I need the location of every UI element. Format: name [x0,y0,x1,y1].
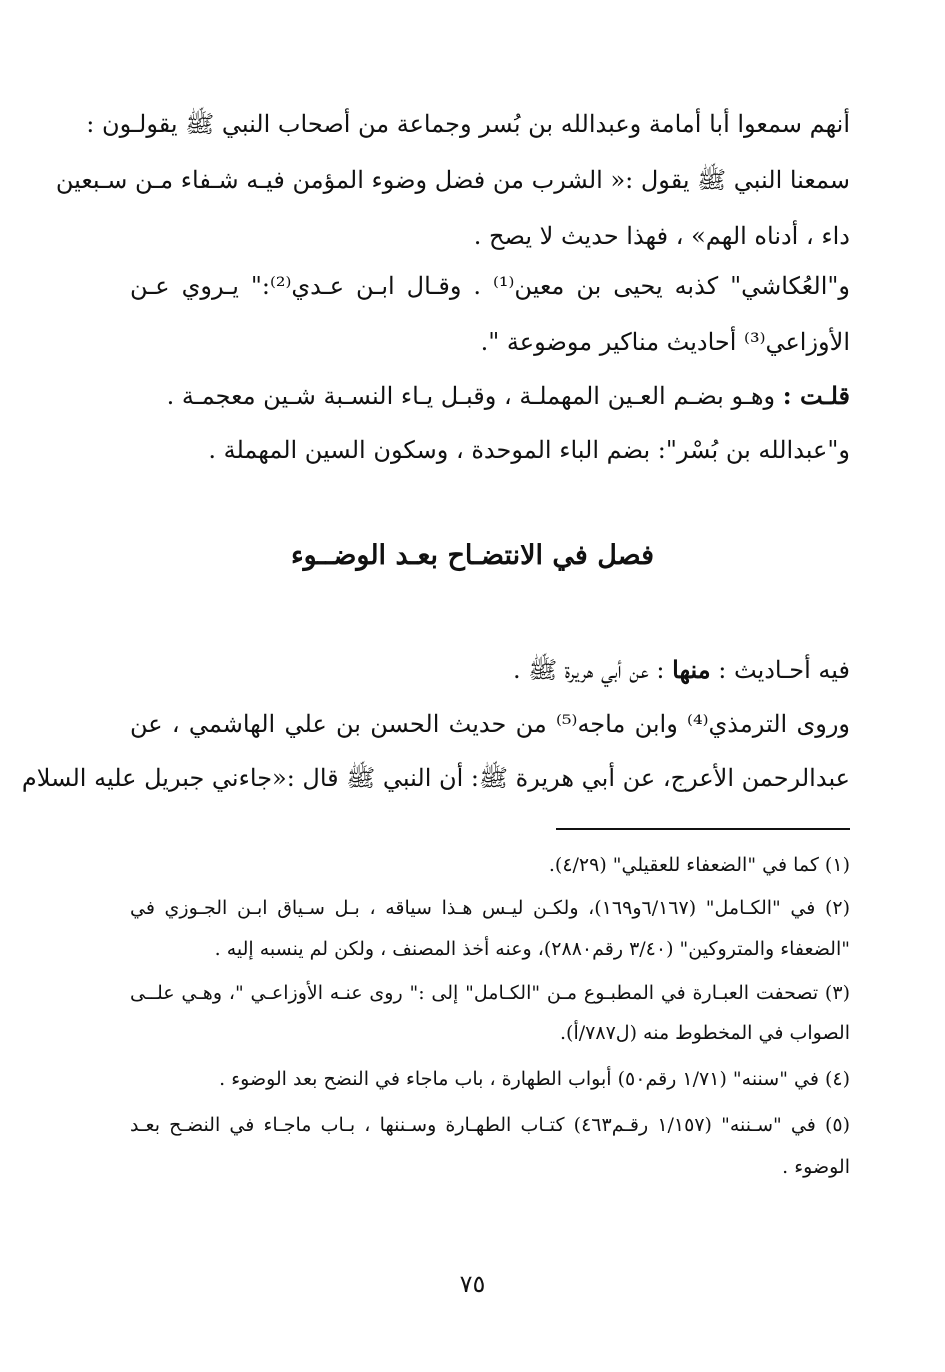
body-line-5: الأوزاعي⁽³⁾ أحاديث مناكير موضوعة ". [480,328,850,356]
footnote-4: (٤) في "سننه" (١/٧١ رقم٥٠) أبواب الطهارة ، باب ماجاء في النضح بعد الوضوء . [219,1068,850,1090]
body-line-4: و"العُكاشي" كذبه يحيى بن معين⁽¹⁾ . وقـال ابـن عـدي⁽²⁾:" يـروي عـن [130,272,850,300]
section-intro-rest: : عن أبي هريرة ﷺ . [513,656,665,684]
section-line-2: عبدالرحمن الأعرج، عن أبي هريرة ﷺ: أن النبي ﷺ قال :«جاءني جبريل عليه السلام [21,764,850,792]
section-intro-lead: فيه أحـاديث : [718,656,850,684]
footnote-separator [556,828,850,830]
page-number: ٧٥ [459,1270,486,1298]
qult-line [130,378,850,414]
body-line-2: سمعنا النبي ﷺ يقول :« الشرب من فضل وضوء المؤمن فيـه شـفاء مـن سـبعين [55,166,850,194]
body-line-3: داء ، أدناه الهم» ، فهذا حديث لا يصح . [473,222,850,250]
footnote-1: (١) كما في "الضعفاء للعقيلي" (٤/٢٩). [548,854,850,876]
footnote-3-line-2: الصواب في المخطوط منه (ل٧٨٧/أ). [560,1022,850,1044]
qult-text: وهـو بضـم العـين المهملـة ، وقبـل يـاء النسـبة شـين معجمـة . [166,382,776,410]
footnote-5-line-1: (٥) في "سـننه" (١/١٥٧ رقـم٤٦٣) كتـاب الطهـارة وسـننها ، بـاب ماجـاء في النضـح بعـد [130,1114,851,1136]
body-line-1: أنهم سمعوا أبا أمامة وعبدالله بن بُسر وجماعة من أصحاب النبي ﷺ يقولـون : [86,110,850,138]
footnote-2-line-2: "الضعفاء والمتروكين" (٣/٤٠ رقم٢٨٨٠)، وعنه أخذ المصنف ، ولكن لم ينسبه إليه . [214,938,850,960]
body-line-7: و"عبدالله بن بُسْر": بضم الباء الموحدة ، وسكون السين المهملة . [208,436,850,464]
section-intro-bold: منها [672,655,711,684]
section-line-1: وروى الترمذي⁽⁴⁾ وابن ماجه⁽⁵⁾ من حديث الحسن بن علي الهاشمي ، عن [130,710,851,738]
section-heading: فصل في الانتضـاح بعـد الوضــوء [290,540,654,571]
footnote-3-line-1: (٣) تصحفت العبـارة في المطبـوع مـن "الكـامل" إلى :" روى عنـه الأوزاعـي "، وهـي علــى [130,982,850,1004]
section-intro [130,652,850,688]
footnote-2-line-1: (٢) في "الكـامل" (٦/١٦٧و١٦٩)، ولكـن ليـس هـذا سياقه ، بـل سـياق ابـن الجـوزي في [130,897,850,919]
footnote-5-line-2: الوضوء . [782,1156,850,1178]
qult-label: قلـت : [782,381,850,410]
